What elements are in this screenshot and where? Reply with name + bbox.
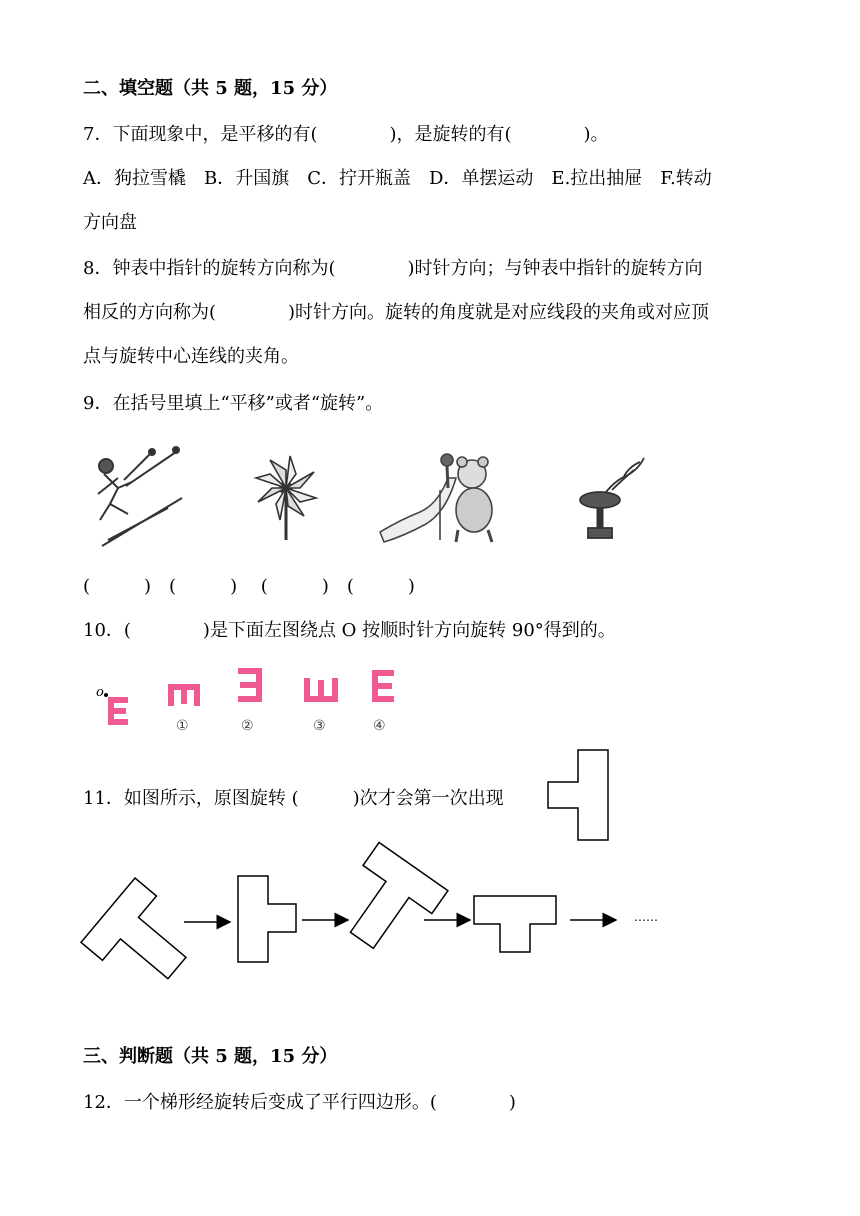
q8-line2: 相反的方向称为( )时针方向。旋转的角度就是对应线段的夹角或对应顶 [83,302,710,323]
option-2-label: ② [241,718,254,734]
t-shape-step-4 [474,896,556,952]
q10-stem: 10．( )是下面左图绕点 O 按顺时针方向旋转 90°得到的。 [83,620,616,641]
q8-line3: 点与旋转中心连线的夹角。 [83,346,299,367]
option-4-label: ④ [373,718,386,734]
q8-line1: 8．钟表中指针的旋转方向称为( )时针方向；与钟表中指针的旋转方向 [83,258,703,279]
q7-stem: 7．下面现象中，是平移的有( )，是旋转的有( )。 [83,124,609,145]
q11-stem-before: 11．如图所示，原图旋转 ( )次才会第一次出现 [83,788,504,809]
q7-options-line1: A．狗拉雪橇 B．升国旗 C．拧开瓶盖 D．单摆运动 E.拉出抽屉 F.转动 [83,168,712,189]
q11-ellipsis: …… [634,910,658,924]
t-shape-step-3 [327,842,447,964]
point-o-label: o [96,685,104,700]
option-3-label: ③ [313,718,326,734]
q9-stem: 9．在括号里填上“平移”或者“旋转”。 [83,393,384,414]
t-shape-step-1 [81,878,204,1000]
t-shape-step-2 [238,876,296,962]
q12-stem: 12．一个梯形经旋转后变成了平行四边形。( ) [83,1092,516,1113]
section-2-heading: 二、填空题（共 5 题，15 分） [83,78,338,99]
target-t-shape [548,750,608,840]
section-3-heading: 三、判断题（共 5 题，15 分） [83,1046,338,1067]
q7-options-line2: 方向盘 [83,212,137,233]
option-1-label: ① [176,718,189,734]
q9-answer-blanks: ( ) ( ) ( ) ( ) [83,576,415,597]
